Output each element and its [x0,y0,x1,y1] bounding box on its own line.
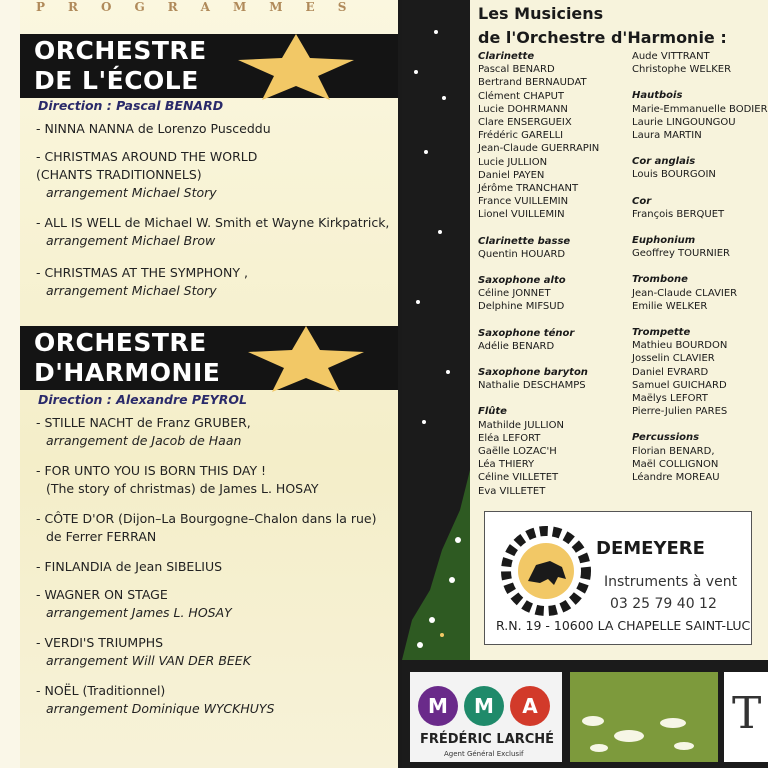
musician-name: Florian BENARD, [632,445,715,457]
musician-name: Céline JONNET [478,288,551,300]
instrument-section [478,366,588,392]
piece-arrangement: arrangement Michael Story [46,283,217,298]
musician-name: Geoffrey TOURNIER [632,248,730,260]
musician-name: Clare ENSERGUEIX [478,117,572,129]
instrument-section [478,50,599,222]
instrument-section [632,195,724,221]
musician-name: Pierre-Julien PARES [632,406,728,418]
page-edge [0,0,20,768]
piece-title: - VERDI'S TRIUMPHS [36,635,164,650]
demeyere-address: R.N. 19 - 10600 LA CHAPELLE SAINT-LUC [496,618,751,633]
musician-name: Adélie BENARD [478,340,555,352]
star-dot [424,150,428,154]
musician-name: Jean-Claude CLAVIER [632,287,738,299]
star-dot [446,370,450,374]
musician-name: Laurie LINGOUNGOU [632,116,736,128]
harmonie-title-line2: D'HARMONIE [34,358,221,387]
instrument-heading: Saxophone ténor [478,327,575,339]
ecole-piece [36,264,248,300]
flower-shape [590,744,608,752]
instrument-section [478,327,574,353]
piece-subtitle: (CHANTS TRADITIONNELS) [36,167,202,182]
demeyere-tagline: Instruments à vent [604,574,738,590]
instrument-section [632,155,716,181]
piece-title: - FINLANDIA de Jean SIBELIUS [36,559,223,574]
star-dot [434,30,438,34]
musician-name: Lucie DOHRMANN [478,103,568,115]
instrument-section [632,431,720,484]
star-icon [246,324,366,392]
instrument-section [632,326,727,418]
harmonie-piece [36,414,251,450]
piece-title: - FOR UNTO YOU IS BORN THIS DAY ! [36,463,267,478]
mma-letter: M [418,686,458,726]
instrument-section [478,405,564,497]
instrument-heading: Saxophone baryton [478,367,588,378]
piece-arrangement: arrangement Will VAN DER BEEK [46,653,251,668]
mma-agent-subtitle: Agent Général Exclusif [444,750,524,758]
instrument-section [478,274,566,314]
star-dot [422,420,426,424]
musician-name: Christophe WELKER [632,64,732,76]
musician-name: Samuel GUICHARD [632,379,727,391]
ecole-piece [36,214,389,250]
flower-shape [674,742,694,750]
musician-name: Maëlys LEFORT [632,393,708,405]
musician-name: Louis BOURGOIN [632,169,716,181]
instrument-section [632,50,731,76]
piece-arrangement: arrangement Dominique WYCKHUYS [46,701,275,716]
piece-title: - NOËL (Traditionnel) [36,683,166,698]
mma-letter: A [510,686,550,726]
musician-name: Clément CHAPUT [478,90,565,102]
instrument-heading: Cor anglais [632,156,696,168]
instrument-heading: Trombone [632,274,688,286]
piece-title: - NINNA NANNA de Lorenzo Pusceddu [36,121,271,136]
partial-sponsor-ad [724,672,768,762]
musician-name: Mathieu BOURDON [632,340,728,352]
piece-subtitle: de Ferrer FERRAN [46,529,157,544]
ecole-piece [36,120,271,138]
instrument-section [632,234,730,260]
instrument-heading: Clarinette basse [478,235,571,247]
instrument-heading: Trompette [632,327,691,338]
programmes-heading: PROGRAMMES [36,0,370,14]
musician-name: Jean-Claude GUERRAPIN [478,143,600,155]
musician-name: Léa THIERY [478,459,535,471]
piece-arrangement: arrangement Michael Brow [46,233,216,248]
musician-name: Aude VITTRANT [632,51,710,62]
star-icon [236,32,356,100]
musician-name: Bertrand BERNAUDAT [478,77,587,89]
demeyere-phone: 03 25 79 40 12 [610,596,717,612]
harmonie-direction: Direction : Alexandre PEYROL [38,392,247,407]
piece-arrangement: arrangement Michael Story [46,185,217,200]
instrument-heading: Cor [632,195,652,207]
piece-title: - ALL IS WELL de Michael W. Smith et Wayne Kirkpatrick, [36,215,390,230]
musician-name: France VUILLEMIN [478,196,569,208]
harmonie-piece [36,634,251,670]
horse-gear-logo-icon [500,525,592,617]
instrument-heading: Percussions [632,432,700,444]
instrument-heading: Clarinette [478,51,535,62]
green-sponsor-ad [570,672,718,762]
star-dot [438,230,442,234]
musician-name: Nathalie DESCHAMPS [478,380,586,392]
musician-name: Gaëlle LOZAC'H [478,446,557,457]
harmonie-piece [36,586,232,622]
musician-name: Maël COLLIGNON [632,458,719,470]
flower-shape [614,730,644,742]
musician-name: François BERQUET [632,208,725,220]
mma-agent-name: FRÉDÉRIC LARCHÉ [420,732,555,747]
piece-title: - CHRISTMAS AROUND THE WORLD [36,149,258,164]
piece-arrangement: arrangement de Jacob de Haan [46,433,242,448]
harmonie-piece [36,462,319,498]
musician-name: Josselin CLAVIER [632,353,715,365]
musician-name: Frédéric GARELLI [478,130,564,142]
instrument-section [632,89,768,142]
harmonie-piece [36,558,222,576]
instrument-heading: Flûte [478,406,507,418]
musician-name: Eléa LEFORT [478,432,541,444]
ecole-title-line1: ORCHESTRE [34,36,207,65]
harmonie-title-line1: ORCHESTRE [34,328,207,357]
instrument-section [478,235,570,261]
musician-name: Quentin HOUARD [478,248,566,260]
harmonie-piece [36,682,274,718]
harmonie-piece [36,510,377,546]
musician-name: Daniel EVRARD [632,366,709,378]
piece-title: - CHRISTMAS AT THE SYMPHONY , [36,265,248,280]
piece-title: - CÔTE D'OR (Dijon–La Bourgogne–Chalon dans la rue) [36,511,377,526]
piece-arrangement: arrangement James L. HOSAY [46,605,232,620]
instrument-heading: Euphonium [632,235,696,246]
musician-name: Marie-Emmanuelle BODIER [632,103,768,115]
star-dot [416,300,420,304]
musician-name: Delphine MIFSUD [478,301,565,313]
flower-shape [582,716,604,726]
demeyere-brand: DEMEYERE [596,538,705,559]
ecole-direction: Direction : Pascal BENARD [38,98,224,113]
ecole-piece [36,148,257,202]
instrument-section [632,273,737,313]
musician-name: Pascal BENARD [478,64,555,76]
musicians-title-line1: Les Musiciens [478,4,604,23]
mma-letter: M [464,686,504,726]
musician-name: Lucie JULLION [478,156,548,168]
ecole-title-line2: DE L'ÉCOLE [34,66,199,95]
musicians-title-line2: de l'Orchestre d'Harmonie : [478,28,727,47]
musician-name: Lionel VUILLEMIN [478,209,565,221]
musician-name: Jérôme TRANCHANT [478,183,579,195]
musician-name: Léandre MOREAU [632,472,720,483]
musician-name: Daniel PAYEN [478,169,545,181]
piece-title: - STILLE NACHT de Franz GRUBER, [36,415,251,430]
christmas-tree-icon [402,470,470,660]
partial-sponsor-letter: T [732,688,762,739]
flower-shape [660,718,686,728]
musician-name: Emilie WELKER [632,300,708,312]
musician-name: Eva VILLETET [478,485,546,497]
star-dot [414,70,418,74]
instrument-heading: Saxophone alto [478,275,566,286]
musician-name: Céline VILLETET [478,472,559,484]
musician-name: Mathilde JULLION [478,419,564,431]
instrument-heading: Hautbois [632,90,683,102]
musician-name: Laura MARTIN [632,130,702,141]
piece-title: - WAGNER ON STAGE [36,587,168,602]
piece-subtitle: (The story of christmas) de James L. HOSAY [46,481,319,496]
star-dot [442,96,446,100]
